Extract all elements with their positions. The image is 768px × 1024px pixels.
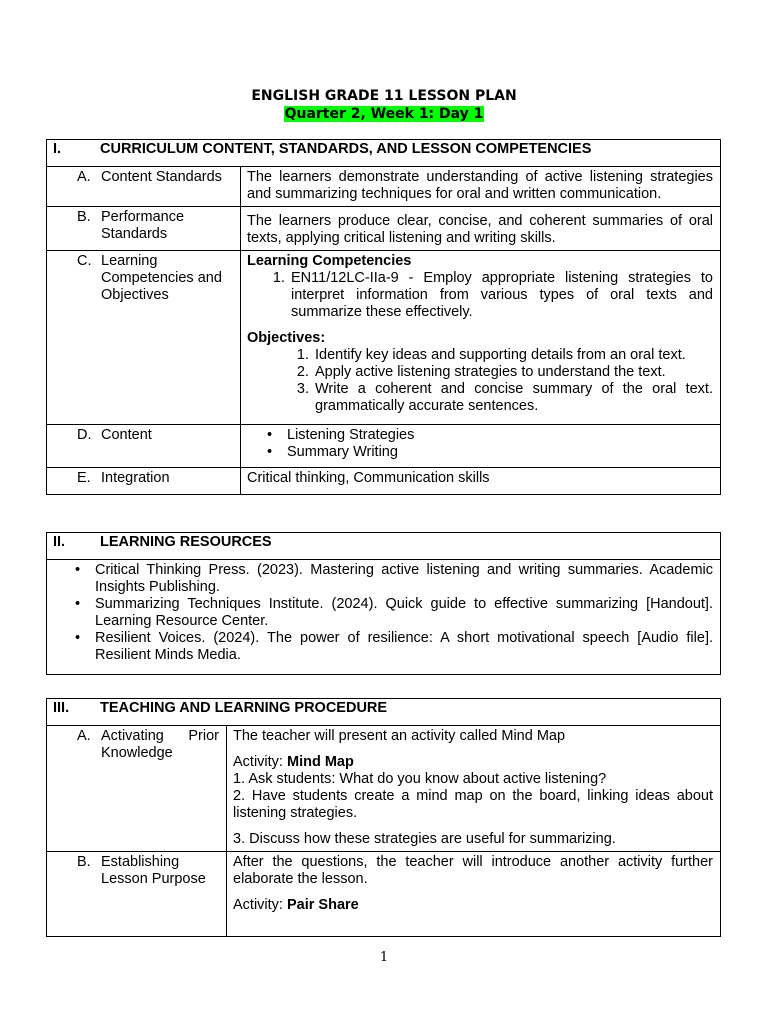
- item-text: Critical Thinking Press. (2023). Mastering active listening and writing summaries. Academic Insights Publishing.: [95, 562, 713, 595]
- bullet-icon: •: [75, 596, 81, 612]
- row-key: C.: [77, 253, 92, 269]
- activity-intro: The teacher will present an activity called Mind Map: [233, 728, 566, 744]
- activity-name: Pair Share: [286, 897, 359, 913]
- item-text: Identify key ideas and supporting details from an oral text.: [315, 347, 686, 363]
- objectives-heading: Objectives:: [247, 330, 326, 346]
- activity-prefix: Activity:: [233, 754, 287, 770]
- item-text: Summary Writing: [287, 444, 398, 460]
- row-key: B.: [77, 209, 91, 225]
- activity-name: Mind Map: [286, 754, 354, 770]
- table-row: [47, 468, 721, 495]
- table-row: [47, 251, 721, 425]
- item-text: Apply active listening strategies to understand the text.: [315, 364, 666, 380]
- list-item: [53, 562, 713, 596]
- table-row: [47, 560, 721, 675]
- competencies-heading: Learning Competencies: [247, 253, 412, 269]
- table-row: [47, 167, 721, 207]
- section-header-row: [47, 699, 721, 726]
- item-number: 2.: [296, 364, 309, 380]
- list-item: [247, 444, 713, 461]
- page-number: 1: [379, 950, 389, 965]
- item-number: 1.: [296, 347, 309, 363]
- procedure-table: [46, 698, 721, 937]
- row-key: E.: [77, 470, 91, 486]
- section-header-row: [47, 140, 721, 167]
- bullet-icon: •: [75, 562, 81, 578]
- row-label: Activating Prior Knowledge: [101, 728, 219, 761]
- activity-line: [233, 897, 713, 914]
- resources-table: [46, 532, 721, 675]
- table-row: [47, 726, 721, 852]
- list-item: [247, 347, 713, 364]
- document-subtitle-wrap: [0, 106, 768, 123]
- item-number: 1.: [272, 270, 285, 286]
- item-text: Summarizing Techniques Institute. (2024). Quick guide to effective summarizing [Handout]. Learning Resource Center.: [95, 596, 713, 629]
- content-standards-value: The learners demonstrate understanding of active listening strategies and summarizing techniques for oral and written communication.: [241, 167, 721, 207]
- list-item: [53, 596, 713, 630]
- row-label: Learning Competencies and Objectives: [101, 253, 222, 303]
- item-text: Resilient Voices. (2024). The power of resilience: A short motivational speech [Audio file]. Resilient Minds Media.: [95, 630, 713, 663]
- performance-standards-value: The learners produce clear, concise, and coherent summaries of oral texts, applying critical listening and writing skills.: [241, 207, 721, 251]
- bullet-icon: •: [267, 444, 273, 460]
- curriculum-table: [46, 139, 721, 495]
- activity-step: 2. Have students create a mind map on the board, linking ideas about listening strategies.: [233, 788, 713, 821]
- row-key: D.: [77, 427, 92, 443]
- activity-step: 3. Discuss how these strategies are useful for summarizing.: [233, 831, 616, 847]
- item-number: 3.: [296, 381, 309, 397]
- table-row: [47, 425, 721, 468]
- activity-step: 1. Ask students: What do you know about active listening?: [233, 771, 607, 787]
- section-header-row: [47, 533, 721, 560]
- row-key: B.: [77, 854, 91, 870]
- integration-value: Critical thinking, Communication skills: [241, 468, 721, 495]
- table-row: [47, 852, 721, 937]
- list-item: [247, 427, 713, 444]
- item-text: Listening Strategies: [287, 427, 415, 443]
- table-row: [47, 207, 721, 251]
- list-item: [247, 364, 713, 381]
- section-title: CURRICULUM CONTENT, STANDARDS, AND LESSON COMPETENCIES: [100, 141, 592, 157]
- list-item: [53, 630, 713, 664]
- row-label: Establishing Lesson Purpose: [101, 854, 206, 887]
- activity-line: [233, 754, 713, 771]
- item-text: EN11/12LC-IIa-9 - Employ appropriate listening strategies to interpret information from various types of oral texts and summarize these effectively.: [291, 270, 713, 320]
- row-label: Content Standards: [101, 169, 222, 185]
- row-label: Performance Standards: [101, 209, 185, 242]
- row-key: A.: [77, 169, 91, 185]
- item-text: Write a coherent and concise summary of the oral text. grammatically accurate sentences.: [315, 381, 713, 414]
- row-label: Integration: [101, 470, 170, 486]
- activity-intro: After the questions, the teacher will introduce another activity further elaborate the lesson.: [233, 854, 713, 887]
- bullet-icon: •: [75, 630, 81, 646]
- activity-prefix: Activity:: [233, 897, 287, 913]
- section-title: TEACHING AND LEARNING PROCEDURE: [100, 700, 388, 716]
- row-key: A.: [77, 728, 91, 744]
- bullet-icon: •: [267, 427, 273, 443]
- section-number: I.: [53, 141, 62, 157]
- section-number: III.: [53, 700, 70, 716]
- row-label: Content: [101, 427, 152, 443]
- document-title: ENGLISH GRADE 11 LESSON PLAN: [251, 88, 517, 104]
- list-item: [247, 381, 713, 415]
- section-title: LEARNING RESOURCES: [100, 534, 272, 550]
- section-number: II.: [53, 534, 66, 550]
- list-item: [247, 270, 713, 321]
- document-subtitle: Quarter 2, Week 1: Day 1: [284, 106, 484, 122]
